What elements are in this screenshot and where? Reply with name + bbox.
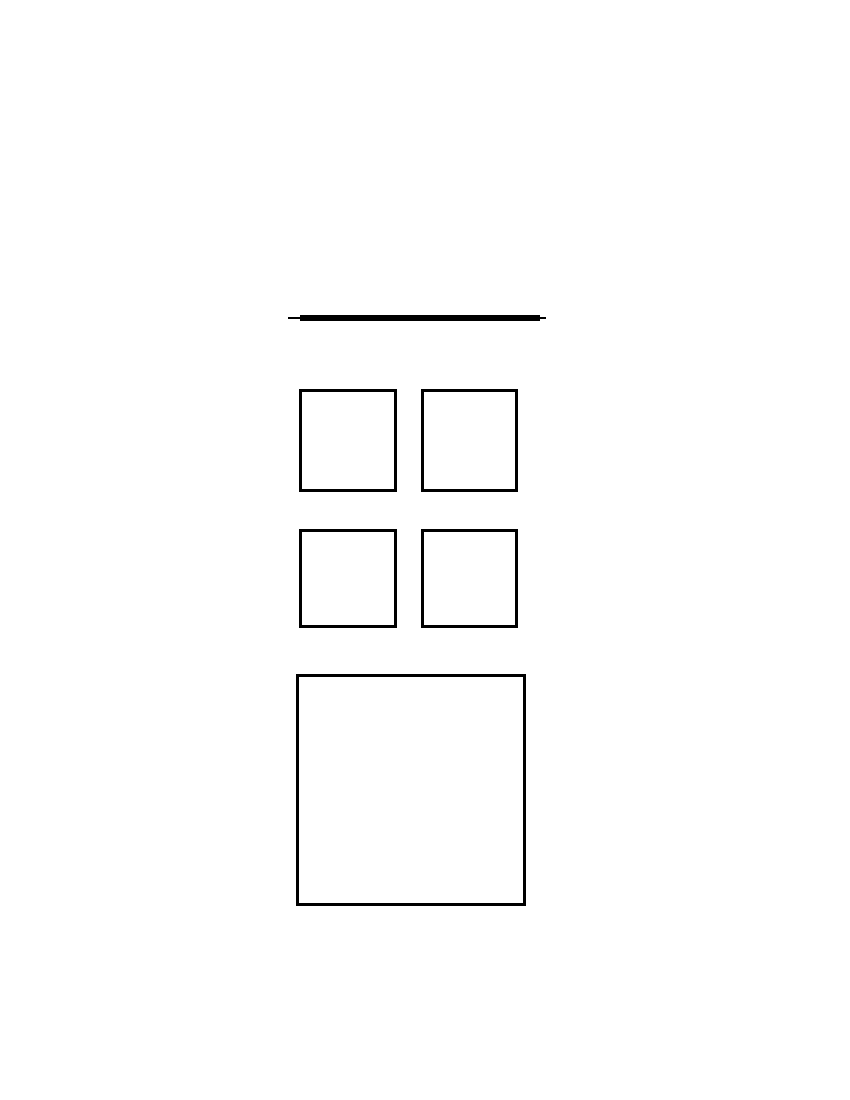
seismogram-traces-plot [296,166,546,314]
particle-motion-panel-corrected [421,529,518,628]
waveform-comparison-panel-1 [299,389,397,492]
particle-motion-plot-corrected [424,532,515,625]
waveform-comparison-plot-2 [424,392,515,489]
time-axis-line-thick [300,315,540,321]
particle-motion-panel-original [299,529,397,628]
waveform-comparison-plot-1 [302,392,394,489]
contour-y-axis-label [233,701,249,881]
splitting-energy-map [299,677,523,903]
contour-map-frame [296,674,526,906]
waveform-comparison-panel-2 [421,389,518,492]
particle-motion-plot-original [302,532,394,625]
